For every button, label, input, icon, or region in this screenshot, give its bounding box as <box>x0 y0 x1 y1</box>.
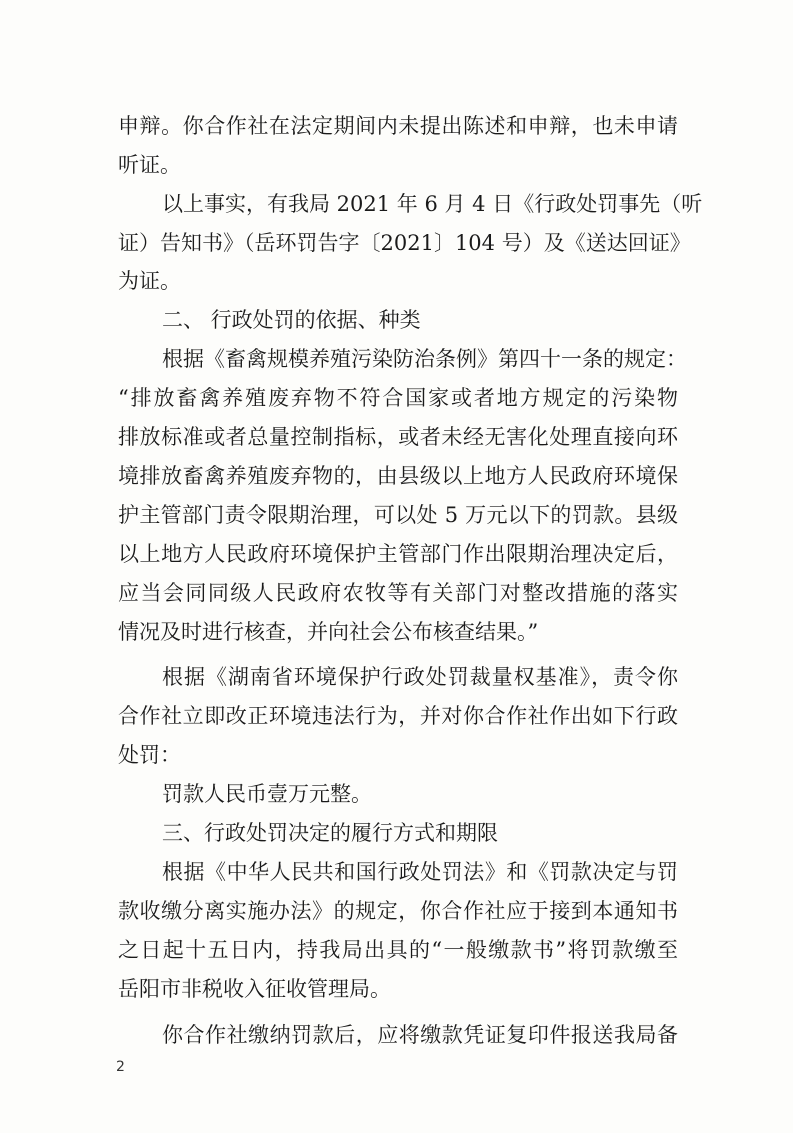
text-line: 护主管部门责令限期治理，可以处 5 万元以下的罚款。县级 <box>118 503 678 527</box>
text-line: 罚款人民币壹万元整。 <box>162 782 372 806</box>
text-line: “排放畜禽养殖废弃物不符合国家或者地方规定的污染物 <box>118 386 678 410</box>
text-line: 之日起十五日内，持我局出具的“一般缴款书”将罚款缴至 <box>118 938 678 962</box>
text-line: 排放标准或者总量控制指标，或者未经无害化处理直接向环 <box>118 425 678 449</box>
text-line: 处罚： <box>118 743 181 767</box>
text-line: 根据《畜禽规模养殖污染防治条例》第四十一条的规定： <box>162 347 687 371</box>
text-line: 以上事实，有我局 2021 年 6 月 4 日《行政处罚事先（听 <box>162 192 703 216</box>
section-heading: 三、行政处罚决定的履行方式和期限 <box>162 821 498 845</box>
text-line: 根据《湖南省环境保护行政处罚裁量权基准》，责令你 <box>162 665 678 689</box>
text-line: 境排放畜禽养殖废弃物的，由县级以上地方人民政府环境保 <box>118 464 678 488</box>
text-line: 证）告知书》（岳环罚告字〔2021〕104 号）及《送达回证》 <box>118 231 691 255</box>
text-line: 听证。 <box>118 153 181 177</box>
text-line: 情况及时进行核查，并向社会公布核查结果。” <box>118 620 539 644</box>
text-line: 你合作社缴纳罚款后，应将缴款凭证复印件报送我局备 <box>162 1023 678 1047</box>
page-number: 2 <box>116 1059 125 1075</box>
text-line: 根据《中华人民共和国行政处罚法》和《罚款决定与罚 <box>162 860 678 884</box>
text-line: 款收缴分离实施办法》的规定，你合作社应于接到本通知书 <box>118 899 678 923</box>
section-heading: 二、 行政处罚的依据、种类 <box>162 308 421 332</box>
text-line: 以上地方人民政府环境保护主管部门作出限期治理决定后， <box>118 542 678 566</box>
text-line: 申辩。你合作社在法定期间内未提出陈述和申辩，也未申请 <box>118 114 678 138</box>
text-line: 岳阳市非税收入征收管理局。 <box>118 977 391 1001</box>
text-line: 合作社立即改正环境违法行为，并对你合作社作出如下行政 <box>118 704 678 728</box>
text-line: 为证。 <box>118 269 181 293</box>
text-line: 应当会同同级人民政府农牧等有关部门对整改措施的落实 <box>118 581 678 605</box>
